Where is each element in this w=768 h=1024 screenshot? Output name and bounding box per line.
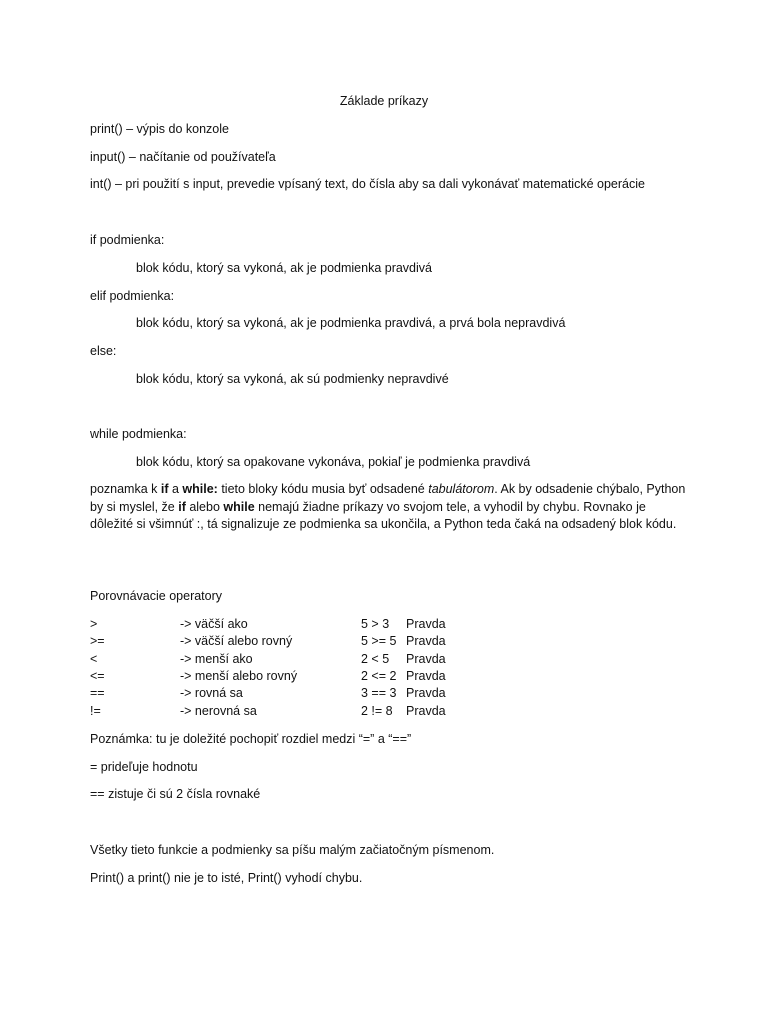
equality-meaning: == zistuje či sú 2 čísla rovnaké [90,787,261,801]
page-title: Základe príkazy [339,94,429,108]
operator-example: 2 < 5 [361,652,390,666]
operator-description: -> rovná sa [180,686,243,700]
operator-description: -> väčší ako [180,617,248,631]
operator-example: 2 <= 2 [361,669,397,683]
elif-body: blok kódu, ktorý sa vykoná, ak je podmienka pravdivá, a prvá bola nepravdivá [136,316,566,330]
intro-input: input() – načítanie od používateľa [90,150,276,164]
operator-result: Pravda [406,634,446,648]
lowercase-note: Všetky tieto funkcie a podmienky sa píšu malým začiatočným písmenom. [90,843,495,857]
operator-result: Pravda [406,686,446,700]
while-line: while podmienka: [90,427,187,441]
operator-result: Pravda [406,652,446,666]
operator-example: 3 == 3 [361,686,397,700]
operator: >= [90,634,105,648]
intro-int: int() – pri použití s input, prevedie vpísaný text, do čísla aby sa dali vykonávať matematické operácie [90,177,645,191]
while-body: blok kódu, ktorý sa opakovane vykonáva, pokiaľ je podmienka pravdivá [136,455,531,469]
operator: > [90,617,98,631]
operator-description: -> menší ako [180,652,253,666]
else-line: else: [90,344,117,358]
operator-description: -> väčší alebo rovný [180,634,293,648]
operator-example: 5 >= 5 [361,634,397,648]
operator: < [90,652,98,666]
operator-result: Pravda [406,617,446,631]
indentation-note: poznamka k if a while: tieto bloky kódu musia byť odsadené tabulátorom. Ak by odsadenie chýbalo, Python by si myslel, že if alebo while nemajú žiadne príkazy vo svojom tele, a vyhodil by chybu. Rovnako je dôležité si všimnúť :, tá signalizuje ze podmienka sa ukončila, a Python teda čaká na odsadený blok kódu. [90,482,686,532]
if-line: if podmienka: [90,233,165,247]
intro-print: print() – výpis do konzole [90,122,229,136]
else-body: blok kódu, ktorý sa vykoná, ak sú podmienky nepravdivé [136,372,449,386]
operator-description: -> nerovná sa [180,704,257,718]
case-sensitivity-note: Print() a print() nie je to isté, Print() vyhodí chybu. [90,871,363,885]
if-body: blok kódu, ktorý sa vykoná, ak je podmienka pravdivá [136,261,432,275]
operator: == [90,686,105,700]
operator-result: Pravda [406,704,446,718]
operator: <= [90,669,105,683]
operator-result: Pravda [406,669,446,683]
operator: != [90,704,101,718]
operator-example: 2 != 8 [361,704,393,718]
comparison-heading: Porovnávacie operatory [90,589,223,603]
operator-description: -> menší alebo rovný [180,669,298,683]
assign-note: Poznámka: tu je doležité pochopiť rozdiel medzi “=” a “==” [90,732,412,746]
operator-example: 5 > 3 [361,617,390,631]
elif-line: elif podmienka: [90,289,175,303]
assign-meaning: = prideľuje hodnotu [90,760,198,774]
